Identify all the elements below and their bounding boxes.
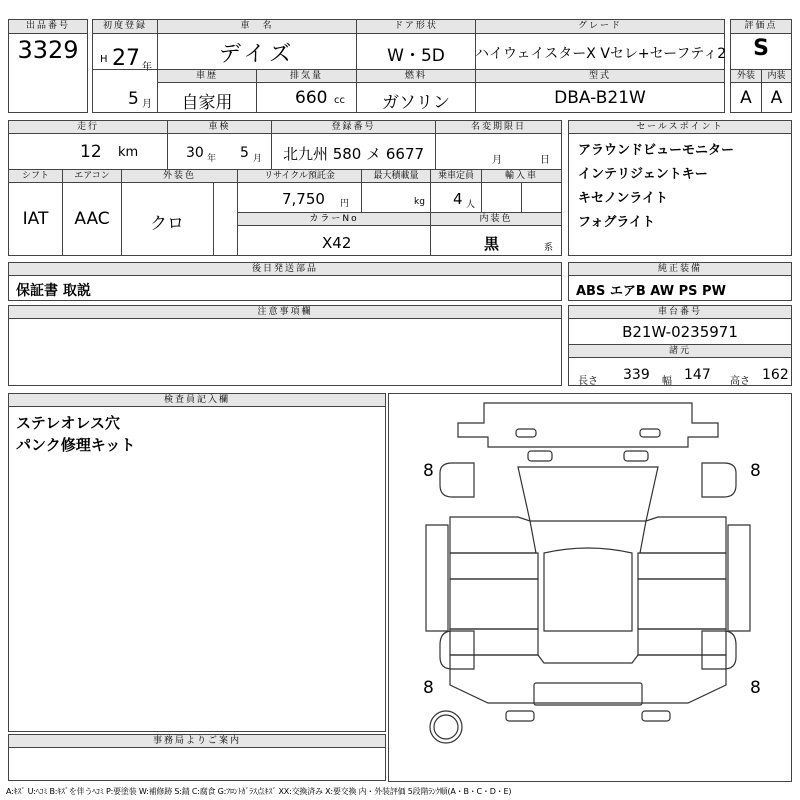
inspection-header: 車検 <box>167 120 272 134</box>
first-reg-year-unit: 年 <box>142 62 152 73</box>
mileage-unit: km <box>118 145 139 160</box>
capacity-unit: 人 <box>466 200 476 210</box>
lot-header: 出品番号 <box>8 19 88 34</box>
inspection-year-unit: 年 <box>207 154 217 164</box>
int-color-header: 内装色 <box>430 212 562 226</box>
dims-height: 162 <box>762 367 789 383</box>
inspection-month: 5 <box>240 145 249 161</box>
later-parts-header: 後日発送部品 <box>8 262 562 276</box>
legend: A:ｷｽﾞ U:ﾍｺﾐ B:ｷｽﾞを伴うﾍｺﾐ P:要塗装 W:補修跡 S:錆 C:腐食 G:ﾌﾛﾝﾄｶﾞﾗｽ点ｷｽﾞ XX:交換済み X:要交換 内・外装評価 5段階ﾗﾝｸ順(A・B・C・D・E) <box>6 787 512 796</box>
first-reg-header: 初度登録 <box>92 19 158 34</box>
rating: S <box>753 36 769 61</box>
int-color: 黒 <box>484 235 500 253</box>
standard-equip: ABS エアB AW PS PW <box>576 284 726 299</box>
sales-point-item: フォグライト <box>578 215 655 230</box>
first-reg-era: H <box>100 54 108 65</box>
dims-length: 339 <box>623 367 650 383</box>
dims-length-label: 長さ <box>578 376 598 387</box>
office-header: 事務局よりご案内 <box>8 734 386 748</box>
history: 自家用 <box>181 93 233 113</box>
recycle-header: リサイクル預託金 <box>237 169 362 183</box>
displacement-header: 排気量 <box>256 69 357 83</box>
shift: IAT <box>22 209 49 229</box>
fuel: ガソリン <box>382 93 450 113</box>
max-load-unit: kg <box>414 197 425 207</box>
door-type: W・5D <box>387 46 445 66</box>
int-grade: A <box>770 88 783 108</box>
tire-fr: 8 <box>750 461 761 481</box>
chassis: B21W-0235971 <box>622 323 738 341</box>
door-header: ドア形状 <box>356 19 476 34</box>
first-reg-year: 27 <box>112 46 140 71</box>
office-cell <box>8 747 386 781</box>
int-color-unit: 系 <box>544 243 554 253</box>
first-reg-month: 5 <box>128 89 139 109</box>
chassis-header: 車台番号 <box>568 305 792 319</box>
history-header: 車歴 <box>157 69 257 83</box>
grade-header: グレード <box>475 19 725 34</box>
color-no: X42 <box>322 234 352 252</box>
inspector-header: 検査員記入欄 <box>8 393 386 407</box>
tire-rl: 8 <box>423 678 434 698</box>
notes-cell <box>8 318 562 386</box>
color-no-header: カラーNo <box>237 212 431 226</box>
capacity: 4 <box>453 190 463 208</box>
dims-height-label: 高さ <box>730 376 750 387</box>
standard-equip-header: 純正装備 <box>568 262 792 276</box>
recycle-unit: 円 <box>340 199 350 209</box>
later-parts-cell <box>8 275 562 301</box>
int-grade-header: 内装 <box>761 69 792 83</box>
sales-point-item: インテリジェントキー <box>578 167 708 182</box>
ext-grade-header: 外装 <box>730 69 762 83</box>
reg-no-header: 登録番号 <box>271 120 436 134</box>
inspector-line: パンク修理キット <box>16 436 136 454</box>
lot-number: 3329 <box>17 36 79 64</box>
inspection-month-unit: 月 <box>253 154 263 164</box>
dims-width: 147 <box>684 367 711 383</box>
name-change-month: 月 <box>492 155 502 166</box>
sales-point-item: キセノンライト <box>578 191 668 206</box>
sales-point-item: アラウンドビューモニター <box>578 143 735 158</box>
inspector-line: ステレオレス穴 <box>16 414 120 432</box>
sales-points-header: セールスポイント <box>568 120 792 134</box>
max-load-header: 最大積載量 <box>361 169 431 183</box>
color: クロ <box>150 214 184 234</box>
tire-rr: 8 <box>750 678 761 698</box>
fuel-header: 燃料 <box>356 69 476 83</box>
mileage: 12 <box>80 142 102 162</box>
car-name-header: 車 名 <box>157 19 357 34</box>
later-parts: 保証書 取説 <box>16 283 91 299</box>
capacity-header: 乗車定員 <box>430 169 482 183</box>
name-change-day: 日 <box>540 155 550 166</box>
tire-fl: 8 <box>423 461 434 481</box>
name-change-header: 名変期限日 <box>435 120 562 134</box>
aircon-header: エアコン <box>62 169 122 183</box>
dims-header: 諸元 <box>568 344 792 358</box>
mileage-header: 走行 <box>8 120 168 134</box>
import-header: 輸入車 <box>481 169 562 183</box>
dims-width-label: 幅 <box>662 376 672 387</box>
inspection-year: 30 <box>186 145 204 161</box>
ext-grade: A <box>740 88 752 108</box>
displacement: 660 <box>295 88 328 108</box>
aircon: AAC <box>74 209 110 229</box>
rating-header: 評価点 <box>730 19 792 34</box>
notes-header: 注意事項欄 <box>8 305 562 319</box>
grade: ハイウェイスターX Vセレ+セーフティ2 <box>475 46 727 62</box>
model-header: 型式 <box>475 69 725 83</box>
car-diagram <box>388 393 792 782</box>
recycle: 7,750 <box>282 190 325 208</box>
shift-header: シフト <box>8 169 63 183</box>
first-reg-month-unit: 月 <box>142 99 152 110</box>
model: DBA-B21W <box>554 88 646 108</box>
displacement-unit: cc <box>334 95 345 106</box>
car-name: デイズ <box>218 42 296 67</box>
reg-no: 北九州 580 メ 6677 <box>282 145 425 163</box>
dims-cell <box>568 357 792 386</box>
color-header: 外装色 <box>121 169 238 183</box>
